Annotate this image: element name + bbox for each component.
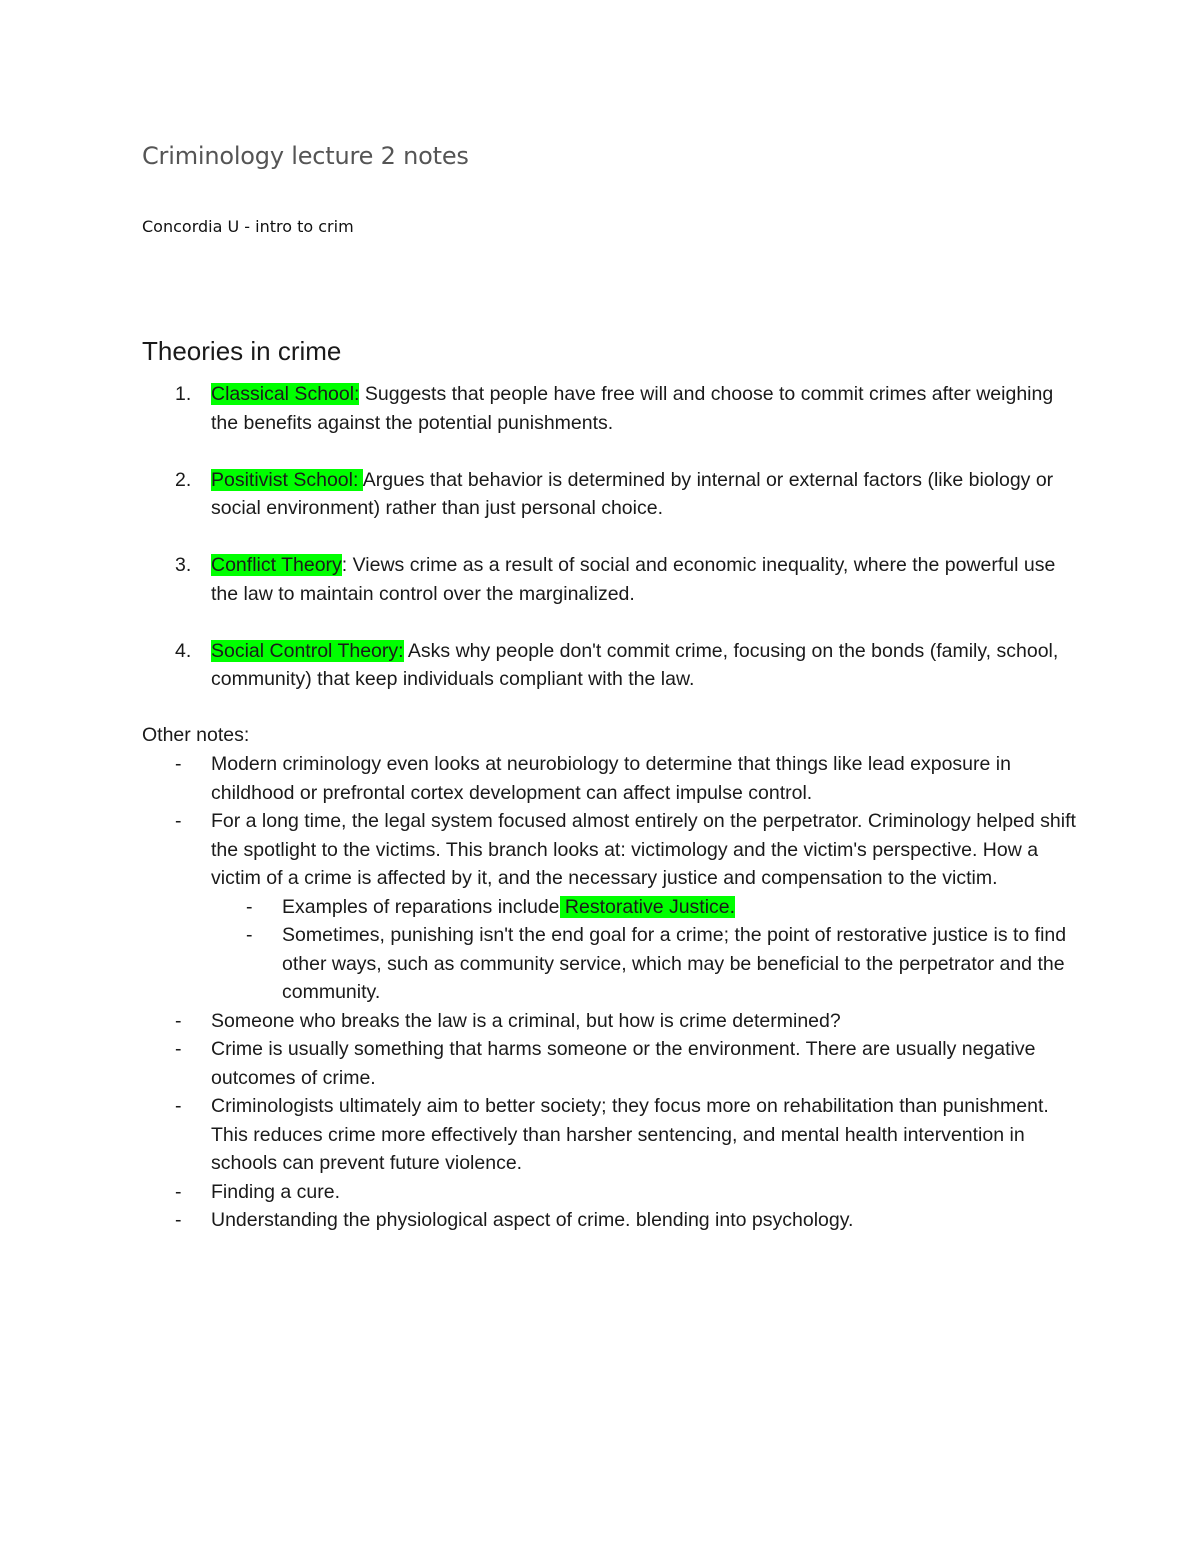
highlighted-term: Conflict Theory [211, 554, 342, 576]
note-text: Understanding the physiological aspect of crime. blending into psychology. [211, 1209, 854, 1231]
note-text: Someone who breaks the law is a criminal, but how is crime determined? [211, 1009, 841, 1032]
list-number: 3. [175, 554, 192, 576]
highlighted-term: Restorative Justice. [559, 895, 736, 918]
list-item [142, 1178, 1082, 1207]
bullet-dash: - [175, 753, 182, 775]
note-text: For a long time, the legal system focused almost entirely on the perpetrator. Criminology helped shift the spotlight to the victims. This branch looks at: victimology and the victim's perspective. How a victim of a crime is affected by it, and the necessary justice and compensation to the victim. [211, 810, 1076, 889]
list-item [142, 807, 1082, 1007]
bullet-dash: - [175, 1209, 182, 1231]
highlighted-term: Classical School: [211, 383, 360, 405]
bullet-dash: - [175, 1180, 182, 1203]
note-text: Sometimes, punishing isn't the end goal for a crime; the point of restorative justice is to find other ways, such as community service, which may be beneficial to the perpetrator and the community. [282, 924, 1067, 1003]
list-number: 4. [175, 639, 192, 662]
other-notes-label: Other notes: [142, 724, 250, 746]
bullet-dash: - [175, 1038, 182, 1060]
theory-item [142, 551, 1082, 608]
theory-description: : Views crime as a result of social and economic inequality, where the powerful use the law to maintain control over the marginalized. [211, 554, 1056, 605]
bullet-dash: - [175, 1009, 182, 1032]
note-text: Modern criminology even looks at neurobiology to determine that things like lead exposure in childhood or prefrontal cortex development can affect impulse control. [211, 753, 1011, 804]
bullet-dash: - [246, 924, 253, 946]
theory-item [142, 380, 1082, 437]
list-item [142, 750, 1082, 807]
theory-item [142, 466, 1082, 523]
theory-description: Asks why people don't commit crime, focusing on the bonds (family, school, community) that keep individuals compliant with the law. [211, 639, 1059, 690]
note-text: Finding a cure. [211, 1180, 340, 1203]
highlighted-term: Social Control Theory: [211, 639, 404, 662]
theory-description: Suggests that people have free will and choose to commit crimes after weighing the benefits against the potential punishments. [211, 383, 1054, 434]
list-item [142, 1007, 1082, 1036]
section-heading-theories: Theories in crime [142, 336, 342, 366]
document-subtitle: Concordia U - intro to crim [142, 217, 354, 236]
bullet-dash: - [246, 895, 253, 918]
theory-item [142, 637, 1082, 694]
bullet-dash: - [175, 810, 182, 832]
list-item [142, 1092, 1082, 1178]
note-text: Criminologists ultimately aim to better society; they focus more on rehabilitation than punishment. This reduces crime more effectively than harsher sentencing, and mental health intervention in schools can prevent future violence. [211, 1095, 1049, 1174]
list-item [142, 1206, 1082, 1235]
theories-list [142, 380, 1082, 722]
bullet-dash: - [175, 1095, 182, 1117]
list-number: 1. [175, 383, 192, 405]
other-notes-list [142, 750, 1082, 1235]
theory-description: Argues that behavior is determined by internal or external factors (like biology or social environment) rather than just personal choice. [211, 468, 1054, 519]
note-text: Examples of reparations include [282, 895, 560, 918]
list-item [142, 1035, 1082, 1092]
list-number: 2. [175, 468, 192, 491]
nested-list-item [211, 893, 1082, 922]
note-text: Crime is usually something that harms someone or the environment. There are usually negative outcomes of crime. [211, 1038, 1036, 1089]
highlighted-term: Positivist School: [211, 468, 363, 491]
nested-list-item [211, 921, 1082, 1007]
nested-notes-list [211, 893, 1082, 1007]
document-title: Criminology lecture 2 notes [142, 142, 469, 170]
